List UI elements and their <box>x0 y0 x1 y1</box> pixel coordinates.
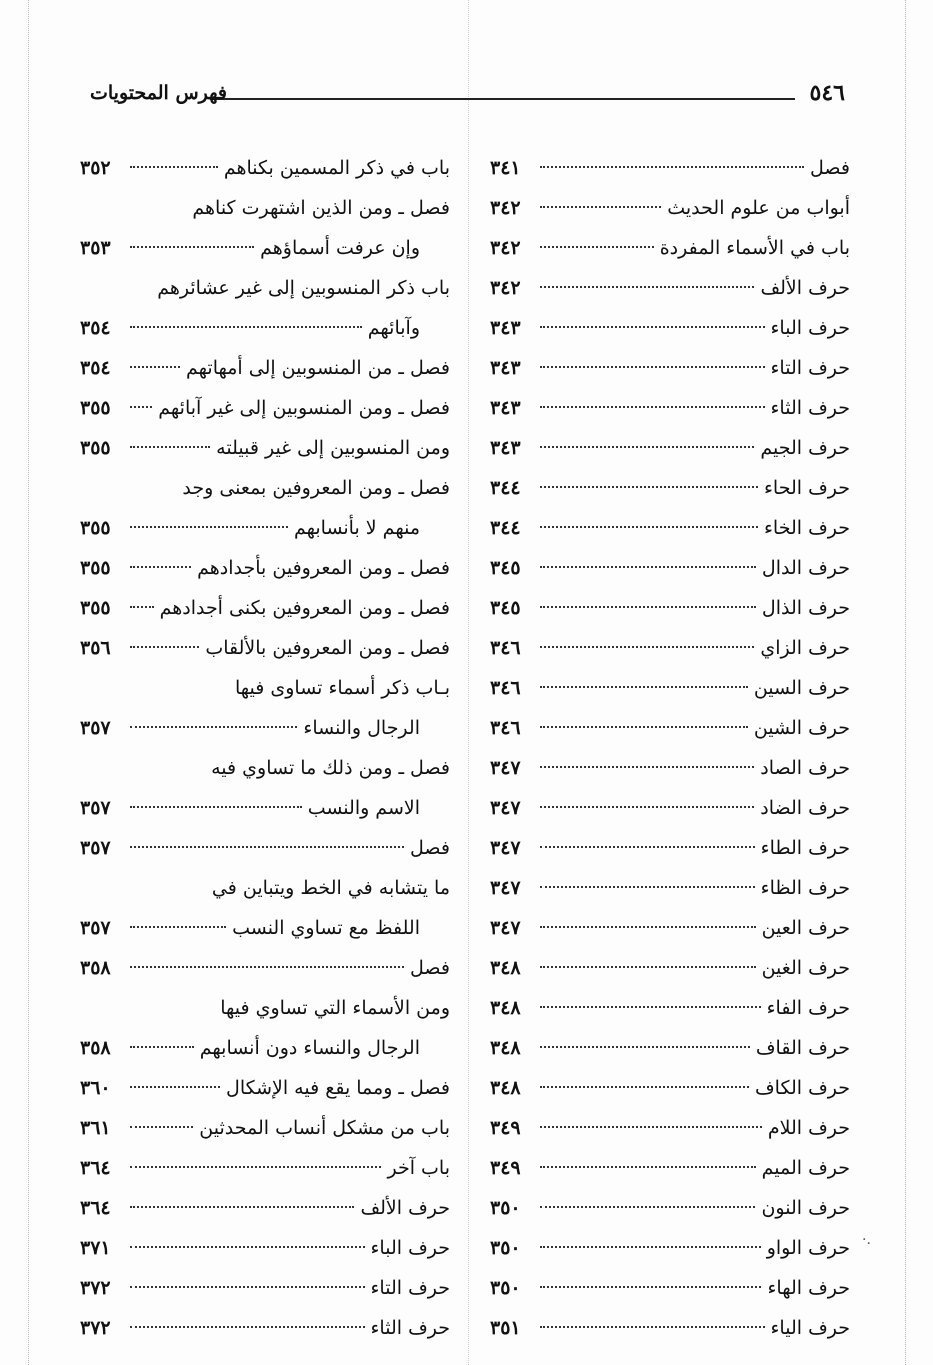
toc-entry-title: حرف الهاء <box>767 1277 850 1299</box>
toc-leader-dots <box>540 566 756 568</box>
toc-entry-title: حرف الألف <box>360 1197 450 1219</box>
toc-entry-title: حرف الحاء <box>763 477 850 499</box>
toc-entry-title: حرف الفاء <box>766 997 850 1019</box>
toc-entry <box>490 988 850 1028</box>
toc-leader-dots <box>130 406 152 408</box>
toc-entry-page: ٣٤٨ <box>490 997 521 1019</box>
toc-entry-title: حرف اللام <box>767 1117 850 1139</box>
toc-entry <box>80 868 450 908</box>
toc-entry-page: ٣٥٧ <box>80 717 111 739</box>
toc-entry-title: حرف التاء <box>770 357 850 379</box>
toc-entry-page: ٣٥٥ <box>80 397 111 419</box>
toc-entry-page: ٣٤٥ <box>490 557 521 579</box>
toc-entry-title: باب في ذكر المسمين بكناهم <box>223 157 450 179</box>
toc-leader-dots <box>130 166 218 168</box>
toc-entry <box>490 388 850 428</box>
toc-leader-dots <box>540 286 754 288</box>
toc-entry <box>490 1308 850 1348</box>
toc-entry-page: ٣٦٤ <box>80 1197 111 1219</box>
toc-leader-dots <box>540 686 748 688</box>
toc-entry-page: ٣٤٢ <box>490 197 521 219</box>
toc-entry-title: حرف الشين <box>753 717 850 739</box>
toc-entry-page: ٣٤٩ <box>490 1117 521 1139</box>
toc-entry <box>490 1228 850 1268</box>
toc-entry-title: بـاب ذكر أسماء تساوى فيها <box>234 677 450 699</box>
toc-entry-title: حرف العين <box>761 917 850 939</box>
toc-entry-page: ٣٤٧ <box>490 837 521 859</box>
toc-entry <box>490 588 850 628</box>
toc-entry-page: ٣٥١ <box>490 1317 521 1339</box>
toc-leader-dots <box>540 1286 761 1288</box>
toc-entry-title: حرف القاف <box>755 1037 850 1059</box>
toc-entry-title: الرجال والنساء دون أنسابهم <box>199 1037 420 1059</box>
toc-entry <box>490 268 850 308</box>
toc-entry-page: ٣٥٠ <box>490 1197 521 1219</box>
toc-entry <box>80 388 450 428</box>
toc-entry-page: ٣٤٣ <box>490 357 521 379</box>
toc-entry <box>490 1108 850 1148</box>
toc-entry <box>80 948 450 988</box>
toc-leader-dots <box>130 526 288 528</box>
toc-entry <box>80 268 450 308</box>
toc-entry <box>80 1028 450 1068</box>
page-title: فهرس المحتويات <box>90 82 227 104</box>
toc-entry-page: ٣٥٧ <box>80 797 111 819</box>
toc-column-right <box>490 148 850 1348</box>
toc-entry-title: حرف الظاء <box>760 877 850 899</box>
toc-leader-dots <box>130 966 404 968</box>
scan-edge-right <box>905 0 906 1365</box>
toc-entry-page: ٣٤٣ <box>490 437 521 459</box>
toc-leader-dots <box>540 726 748 728</box>
toc-entry-title: باب من مشكل أنساب المحدثين <box>199 1117 450 1139</box>
toc-leader-dots <box>130 1166 381 1168</box>
toc-leader-dots <box>540 206 661 208</box>
toc-entry <box>490 708 850 748</box>
toc-entry-page: ٣٥٢ <box>80 157 111 179</box>
toc-entry <box>80 908 450 948</box>
toc-entry-title: حرف الغين <box>761 957 850 979</box>
toc-entry-title: فصل <box>410 837 450 859</box>
column-divider <box>468 0 469 1365</box>
toc-leader-dots <box>540 1246 761 1248</box>
toc-entry-page: ٣٥٠ <box>490 1237 521 1259</box>
toc-leader-dots <box>130 1286 365 1288</box>
toc-entry-page: ٣٥٥ <box>80 597 111 619</box>
toc-leader-dots <box>540 806 754 808</box>
toc-entry-page: ٣٤٨ <box>490 1037 521 1059</box>
toc-leader-dots <box>540 1126 762 1128</box>
toc-entry <box>80 668 450 708</box>
toc-entry-title: وآبائهم <box>367 317 420 339</box>
toc-entry <box>80 1308 450 1348</box>
toc-entry <box>80 628 450 668</box>
toc-entry-title: حرف الكاف <box>754 1077 850 1099</box>
toc-entry-title: فصل ـ ومن الذين اشتهرت كناهم <box>192 197 450 219</box>
toc-leader-dots <box>540 166 804 168</box>
toc-entry-page: ٣٥٧ <box>80 917 111 939</box>
toc-entry-title: باب آخر <box>387 1157 450 1179</box>
toc-leader-dots <box>540 366 765 368</box>
toc-leader-dots <box>540 1006 761 1008</box>
header-rule <box>210 98 795 100</box>
toc-entry-title: منهم لا بأنسابهم <box>293 517 420 539</box>
toc-leader-dots <box>130 446 210 448</box>
toc-entry <box>490 628 850 668</box>
toc-entry-title: فصل ـ ومن المعروفين بكنى أجدادهم <box>159 597 450 619</box>
toc-entry-page: ٣٥٤ <box>80 317 111 339</box>
toc-entry-page: ٣٧٢ <box>80 1317 111 1339</box>
toc-entry <box>80 708 450 748</box>
toc-entry-title: فصل ـ ومن ذلك ما تساوي فيه <box>211 757 450 779</box>
toc-entry-page: ٣٤٥ <box>490 597 521 619</box>
toc-leader-dots <box>540 246 654 248</box>
toc-leader-dots <box>540 446 754 448</box>
toc-leader-dots <box>540 1326 765 1328</box>
toc-entry-page: ٣٦٠ <box>80 1077 111 1099</box>
toc-leader-dots <box>540 326 765 328</box>
toc-entry <box>490 548 850 588</box>
toc-entry <box>80 188 450 228</box>
toc-entry-page: ٣٧١ <box>80 1237 111 1259</box>
toc-leader-dots <box>540 846 755 848</box>
toc-entry-page: ٣٤٤ <box>490 477 521 499</box>
toc-entry-page: ٣٤٧ <box>490 917 521 939</box>
toc-entry <box>80 228 450 268</box>
toc-entry-title: حرف الخاء <box>763 517 850 539</box>
toc-leader-dots <box>130 926 226 928</box>
toc-entry-page: ٣٦١ <box>80 1117 111 1139</box>
toc-entry-page: ٣٧٢ <box>80 1277 111 1299</box>
toc-leader-dots <box>130 1126 193 1128</box>
toc-entry-title: حرف الميم <box>761 1157 850 1179</box>
toc-entry-title: الرجال والنساء <box>303 717 420 739</box>
toc-entry <box>490 228 850 268</box>
toc-entry-page: ٣٥٥ <box>80 517 111 539</box>
toc-leader-dots <box>540 766 754 768</box>
toc-entry <box>80 348 450 388</box>
toc-entry-page: ٣٥٥ <box>80 437 111 459</box>
toc-entry <box>490 868 850 908</box>
toc-entry-title: حرف الباء <box>770 317 850 339</box>
page-header <box>90 80 845 114</box>
toc-entry-page: ٣٥٧ <box>80 837 111 859</box>
toc-entry-page: ٣٤٧ <box>490 797 521 819</box>
toc-leader-dots <box>540 1046 750 1048</box>
toc-entry <box>490 1028 850 1068</box>
toc-entry-title: ما يتشابه في الخط ويتباين في <box>211 877 450 899</box>
toc-entry-page: ٣٤٢ <box>490 237 521 259</box>
toc-entry <box>490 1148 850 1188</box>
toc-entry-page: ٣٤٦ <box>490 677 521 699</box>
toc-entry-page: ٣٤٨ <box>490 957 521 979</box>
toc-entry-page: ٣٥٥ <box>80 557 111 579</box>
toc-leader-dots <box>540 1166 756 1168</box>
toc-entry-page: ٣٤٨ <box>490 1077 521 1099</box>
toc-leader-dots <box>130 366 180 368</box>
toc-entry-page: ٣٤٦ <box>490 717 521 739</box>
toc-entry-title: حرف الطاء <box>760 837 850 859</box>
toc-entry-page: ٣٤٦ <box>490 637 521 659</box>
toc-entry-title: حرف الجيم <box>760 437 850 459</box>
toc-entry <box>80 788 450 828</box>
toc-leader-dots <box>130 606 154 608</box>
toc-leader-dots <box>540 646 754 648</box>
toc-entry <box>490 428 850 468</box>
toc-leader-dots <box>130 1206 354 1208</box>
toc-entry-title: فصل ـ ومن المعروفين بمعنى وجد <box>182 477 450 499</box>
page-number: ٥٤٦ <box>809 80 845 106</box>
toc-entry-page: ٣٤٩ <box>490 1157 521 1179</box>
toc-entry <box>490 828 850 868</box>
toc-leader-dots <box>130 646 199 648</box>
toc-entry-title: أبواب من علوم الحديث <box>667 197 850 219</box>
toc-entry <box>490 1268 850 1308</box>
toc-leader-dots <box>130 806 302 808</box>
toc-leader-dots <box>540 486 758 488</box>
toc-leader-dots <box>130 846 404 848</box>
toc-column-left <box>80 148 450 1348</box>
toc-entry <box>490 188 850 228</box>
toc-entry-title: حرف الزاي <box>760 637 850 659</box>
toc-leader-dots <box>540 406 765 408</box>
toc-entry <box>80 468 450 508</box>
toc-leader-dots <box>540 1206 755 1208</box>
toc-entry-title: حرف الياء <box>770 1317 850 1339</box>
toc-entry-page: ٣٤١ <box>490 157 521 179</box>
toc-entry <box>490 1188 850 1228</box>
toc-entry <box>490 948 850 988</box>
toc-entry-page: ٣٤٧ <box>490 757 521 779</box>
toc-entry-title: فصل ـ ومما يقع فيه الإشكال <box>226 1077 450 1099</box>
toc-entry-title: حرف النون <box>761 1197 850 1219</box>
toc-entry-title: فصل ـ ومن المعروفين بأجدادهم <box>197 557 450 579</box>
toc-entry-title: باب ذكر المنسوبين إلى غير عشائرهم <box>157 277 450 299</box>
toc-entry <box>80 308 450 348</box>
toc-entry-title: حرف الباء <box>370 1237 450 1259</box>
toc-entry <box>80 828 450 868</box>
toc-entry <box>490 508 850 548</box>
toc-entry-page: ٣٥٠ <box>490 1277 521 1299</box>
toc-entry <box>490 348 850 388</box>
toc-entry-page: ٣٤٣ <box>490 317 521 339</box>
toc-leader-dots <box>130 566 191 568</box>
toc-entry-title: حرف الدال <box>761 557 850 579</box>
toc-leader-dots <box>130 1046 194 1048</box>
toc-leader-dots <box>540 1086 749 1088</box>
toc-entry-title: فصل ـ من المنسوبين إلى أمهاتهم <box>186 357 450 379</box>
scan-edge-left <box>28 0 29 1365</box>
toc-entry <box>80 1268 450 1308</box>
toc-entry <box>80 548 450 588</box>
toc-entry-title: حرف التاء <box>370 1277 450 1299</box>
toc-entry <box>80 508 450 548</box>
toc-entry-title: وإن عرفت أسماؤهم <box>260 237 420 259</box>
toc-entry <box>80 1188 450 1228</box>
toc-entry-title: حرف الألف <box>760 277 850 299</box>
toc-entry <box>80 428 450 468</box>
toc-entry-title: فصل <box>810 157 850 179</box>
toc-entry <box>490 748 850 788</box>
toc-entry <box>80 1148 450 1188</box>
toc-leader-dots <box>540 526 758 528</box>
margin-mark: ·. <box>862 1232 871 1248</box>
toc-entry <box>490 468 850 508</box>
toc-leader-dots <box>540 606 756 608</box>
toc-entry-title: حرف الصاد <box>760 757 850 779</box>
toc-entry-title: حرف الذال <box>761 597 850 619</box>
toc-entry-page: ٣٥٣ <box>80 237 111 259</box>
toc-entry-title: باب في الأسماء المفردة <box>659 237 850 259</box>
toc-leader-dots <box>130 1086 220 1088</box>
toc-entry-title: حرف الثاء <box>770 397 850 419</box>
toc-entry <box>80 1108 450 1148</box>
toc-leader-dots <box>540 966 756 968</box>
toc-entry <box>490 908 850 948</box>
toc-entry-title: حرف الواو <box>766 1237 850 1259</box>
toc-leader-dots <box>540 926 756 928</box>
toc-entry-page: ٣٦٤ <box>80 1157 111 1179</box>
toc-entry-title: حرف السين <box>753 677 850 699</box>
toc-entry <box>80 1068 450 1108</box>
toc-entry-title: ومن المنسوبين إلى غير قبيلته <box>216 437 450 459</box>
toc-entry-page: ٣٤٢ <box>490 277 521 299</box>
toc-entry-page: ٣٤٧ <box>490 877 521 899</box>
toc-leader-dots <box>130 1246 365 1248</box>
toc-entry <box>80 148 450 188</box>
toc-entry-page: ٣٥٦ <box>80 637 111 659</box>
toc-leader-dots <box>130 246 254 248</box>
toc-entry-title: فصل ـ ومن المنسوبين إلى غير آبائهم <box>158 397 450 419</box>
toc-entry <box>490 668 850 708</box>
toc-entry <box>490 148 850 188</box>
toc-entry <box>80 1228 450 1268</box>
toc-leader-dots <box>130 726 297 728</box>
toc-leader-dots <box>130 1326 365 1328</box>
toc-leader-dots <box>540 886 755 888</box>
toc-entry-title: فصل <box>410 957 450 979</box>
toc-entry-page: ٣٥٨ <box>80 957 111 979</box>
toc-entry <box>80 748 450 788</box>
toc-entry <box>490 1068 850 1108</box>
toc-entry-title: الاسم والنسب <box>307 797 420 819</box>
toc-entry-page: ٣٥٤ <box>80 357 111 379</box>
toc-entry-title: فصل ـ ومن المعروفين بالألقاب <box>205 637 450 659</box>
toc-entry <box>80 588 450 628</box>
toc-entry-page: ٣٤٣ <box>490 397 521 419</box>
toc-leader-dots <box>130 326 362 328</box>
toc-entry-title: اللفظ مع تساوي النسب <box>232 917 420 939</box>
toc-entry-title: حرف الثاء <box>370 1317 450 1339</box>
toc-entry-page: ٣٥٨ <box>80 1037 111 1059</box>
toc-entry-page: ٣٤٤ <box>490 517 521 539</box>
toc-entry-title: حرف الضاد <box>760 797 850 819</box>
toc-entry <box>490 788 850 828</box>
toc-entry <box>80 988 450 1028</box>
toc-entry-title: ومن الأسماء التي تساوي فيها <box>220 997 450 1019</box>
toc-entry <box>490 308 850 348</box>
